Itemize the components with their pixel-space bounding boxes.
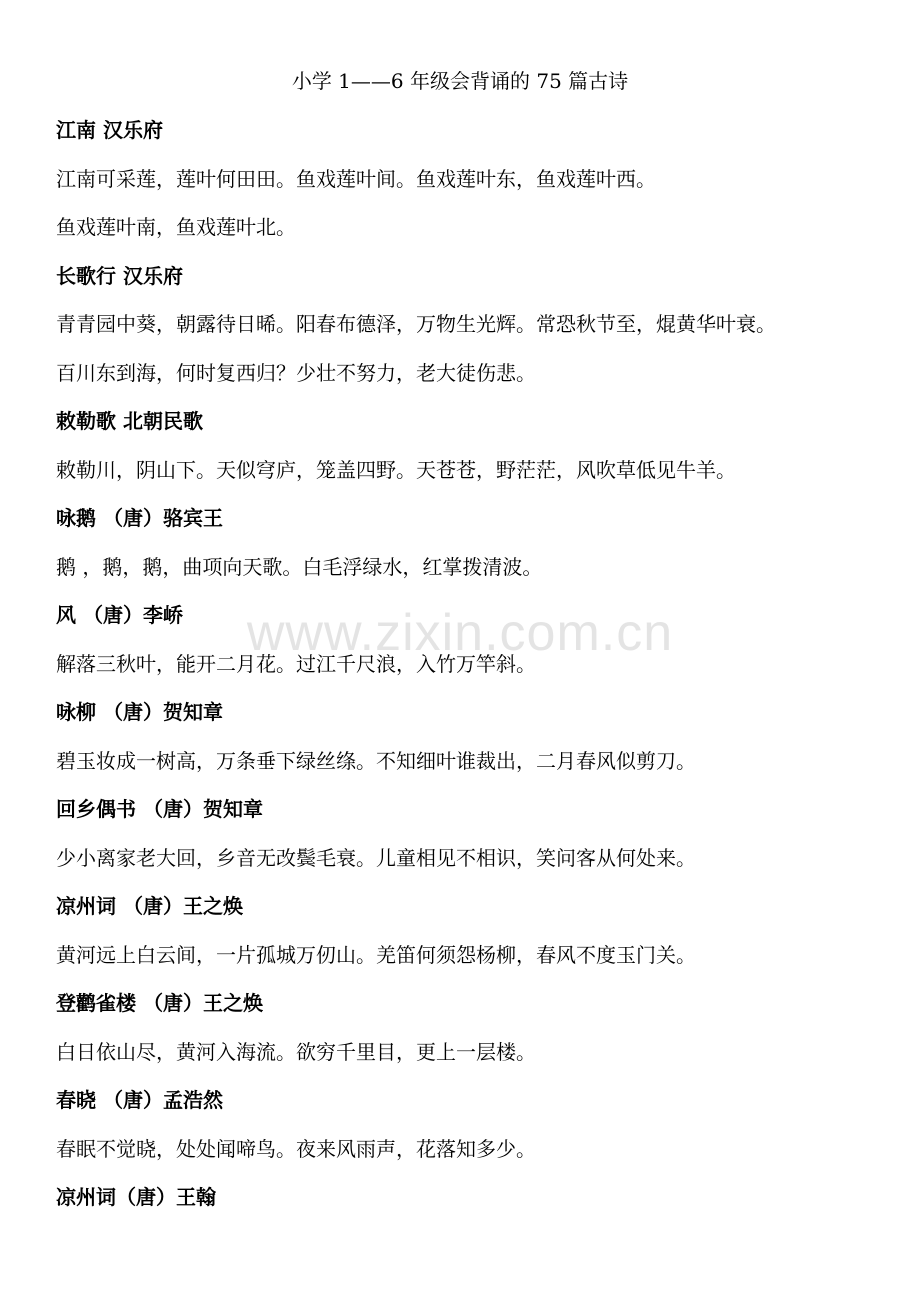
poem-heading: 春晓 （唐）孟浩然	[56, 1088, 223, 1112]
poem-text-line: 鱼戏莲叶南，鱼戏莲叶北。	[56, 215, 296, 239]
poem-text-line: 黄河远上白云间，一片孤城万仞山。羌笛何须怨杨柳，春风不度玉门关。	[56, 942, 696, 967]
poem-heading: 风 （唐）李峤	[56, 603, 183, 627]
poem-heading: 敕勒歌 北朝民歌	[56, 409, 203, 433]
poem-heading: 长歌行 汉乐府	[56, 263, 183, 288]
watermark: www.zixin.com.cn	[246, 604, 674, 662]
poem-heading: 咏柳 （唐）贺知章	[56, 700, 223, 724]
poem-text-line: 江南可采莲，莲叶何田田。鱼戏莲叶间。鱼戏莲叶东，鱼戏莲叶西。	[56, 166, 656, 191]
poem-heading: 回乡偶书 （唐）贺知章	[56, 797, 263, 821]
poem-list	[56, 112, 886, 1228]
poem-heading: 凉州词（唐）王翰	[56, 1185, 216, 1209]
poem-text-line: 百川东到海，何时复西归？少壮不努力，老大徒伤悲。	[56, 360, 536, 385]
poem-heading: 江南 汉乐府	[56, 118, 163, 142]
poem-text-line: 青青园中葵，朝露待日晞。阳春布德泽，万物生光辉。常恐秋节至，焜黄华叶衰。	[56, 312, 776, 336]
document-title: 小学 1——6 年级会背诵的 75 篇古诗	[291, 69, 629, 93]
poem-text-line: 春眠不觉晓，处处闻啼鸟。夜来风雨声，花落知多少。	[56, 1136, 536, 1161]
poem-text-line: 解落三秋叶，能开二月花。过江千尺浪，入竹万竿斜。	[56, 651, 536, 676]
poem-heading: 凉州词 （唐）王之焕	[56, 894, 243, 918]
poem-text-line: 少小离家老大回，乡音无改鬓毛衰。儿童相见不相识，笑问客从何处来。	[56, 845, 696, 870]
poem-heading: 咏鹅 （唐）骆宾王	[56, 506, 223, 530]
poem-text-line: 鹅 ，鹅，鹅，曲项向天歌。白毛浮绿水，红掌拨清波。	[56, 554, 543, 579]
poem-text-line: 白日依山尽，黄河入海流。欲穷千里目，更上一层楼。	[56, 1039, 536, 1064]
poem-text-line: 碧玉妆成一树高，万条垂下绿丝绦。不知细叶谁裁出，二月春风似剪刀。	[56, 748, 696, 773]
poem-heading: 登鹳雀楼 （唐）王之焕	[56, 991, 263, 1015]
poem-text-line: 敕勒川，阴山下。天似穹庐，笼盖四野。天苍苍，野茫茫，风吹草低见牛羊。	[56, 457, 736, 482]
